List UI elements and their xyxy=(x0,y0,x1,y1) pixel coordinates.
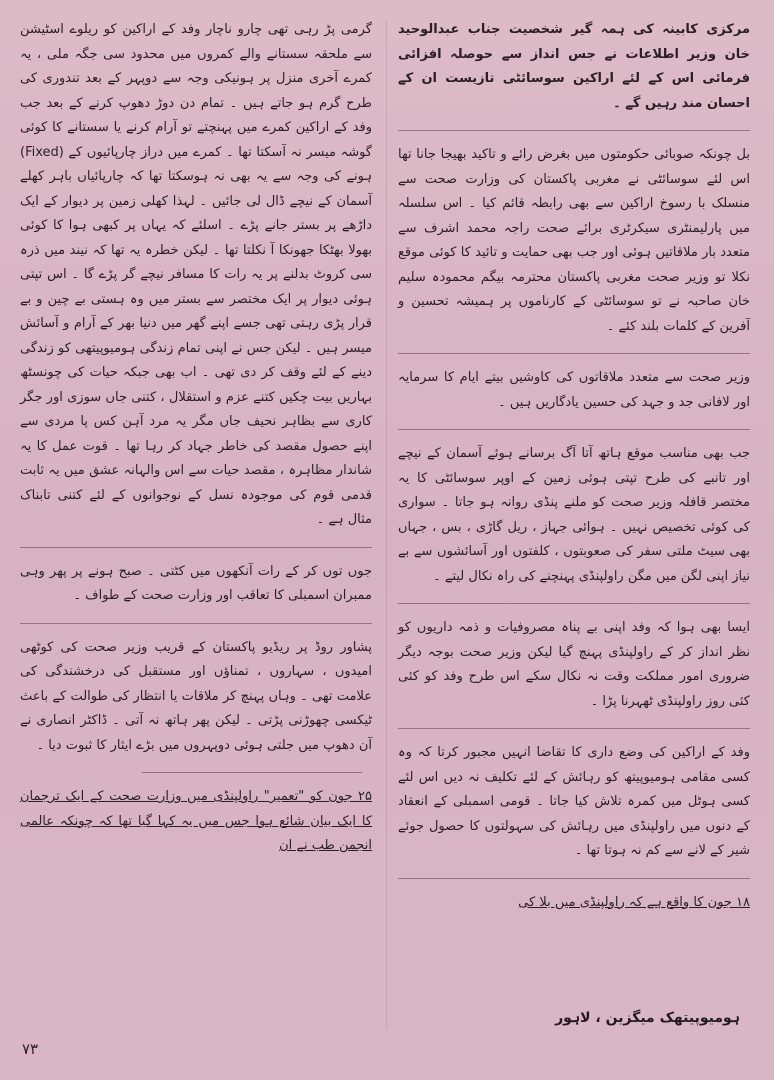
magazine-source: ہومیوپیتھک میگزین ، لاہور xyxy=(555,1010,740,1026)
right-column xyxy=(398,18,750,929)
column-divider xyxy=(386,20,387,1030)
paragraph-peshawar-road: پشاور روڈ پر ریڈیو پاکستان کے قریب وزیر صحت کی کوٹھی امیدوں ، سہاروں ، تمناؤں اور مستقبل کی درخشندگی کی علامت تھی ۔ وہاں پہنچ کر ملاقات یا انتظار کی طوالت کے باعث ٹیکسی چھوڑنی پڑتی ۔ لیکن پھر ہاتھ نہ آتی ۔ ڈاکٹر انصاری نے آن دھوپ میں جلتی ہوئی دوپہروں میں بڑے ایثار کا ثبوت دیا ۔ xyxy=(20,639,372,753)
paragraph-divider xyxy=(398,353,750,354)
paragraph-divider xyxy=(398,429,750,430)
paragraph-night-passes: جوں توں کر کے رات آنکھوں میں کٹتی ۔ صبح ہونے پر پھر وہی ممبران اسمبلی کا تعاقب اور وزارت صحت کے طواف ۔ xyxy=(20,563,372,603)
paragraph-divider xyxy=(20,623,372,624)
paragraph-divider xyxy=(142,772,362,773)
paragraph-divider xyxy=(398,728,750,729)
paragraph-divider xyxy=(398,130,750,131)
paragraph-divider xyxy=(398,878,750,879)
paragraph-meetings-memories: وزیر صحت سے متعدد ملاقاتوں کی کاوشیں بیتے ایام کا سرمایہ اور لافانی جد و جہد کی حسین یادگاریں ہیں ۔ xyxy=(398,370,750,410)
paragraph-travels: جب بھی مناسب موقع ہاتھ آتا آگ برسانے ہوئے آسمان کے نیچے اور تانبے کی طرح تپتی ہوئی زمین کے اوپر سوسائٹی کا یہ مختصر قافلہ وزیر صحت کو ملنے پنڈی روانہ ہو جاتا ۔ سواری کی کوئی تخصیص نہیں ۔ ہوائی جہاز ، ریل گاڑی ، بس ، جہاں بھی سیٹ ملتی سفر کی صعوبتوں ، کلفتوں اور آسائشوں سے بے نیاز اپنی لگن میں مگن راولپنڈی پہنچنے کی راہ نکال لیتے ۔ xyxy=(398,446,750,584)
paragraph-hotel-search: وفد کے اراکین کی وضع داری کا تقاضا انہیں مجبور کرتا کہ وہ کسی مقامی ہومیوپیتھ کو رہائش کے لئے تکلیف نہ دیں اس لئے کسی ہوٹل میں کمرہ تلاش کیا جاتا ۔ قومی اسمبلی کے انعقاد کے دنوں میں راولپنڈی میں رہائش کی سہولتوں کا حصول جوئے شیر کے لانے سے کم نہ ہوتا تھا ۔ xyxy=(398,745,750,858)
left-column xyxy=(20,18,372,873)
paragraph-divider xyxy=(398,603,750,604)
paragraph-minister-thanks: مرکزی کابینہ کی ہمہ گیر شخصیت جناب عبدالوحید خان وزیر اطلاعات نے جس انداز سے حوصلہ افزائی فرمائی اس کے لئے اراکین سوسائٹی تازیست ان کے احسان مند رہیں گے ۔ xyxy=(398,22,750,111)
paragraph-heat-rooms: گرمی پڑ رہی تھی چارو ناچار وفد کے اراکین کو ریلوے اسٹیشن سے ملحقہ سستانے والے کمروں میں محدود سی جگہ ملی ، یہ کمرے آخری منزل پر ہونیکی وجہ سے دوپہر کے بعد تندوری کی طرح گرم ہو جاتے ہیں ۔ تمام دن دوڑ دھوپ کرنے کے بعد جب وفد کے اراکین کمرے میں پہنچتے تو آرام کرنے یا سستانے کا کوئی گوشہ میسر نہ آسکتا تھا ۔ کمرے میں دراز چارپائیوں کے (Fixed) ہونے کی وجہ سے یہ بھی نہ ہوسکتا تھا کہ چارپائیاں باہر کھلے آسمان کے نیچے ڈال لی جائیں ۔ لہذا کھلی زمین پر دیوار کے ایک داڑھے پر بستر جانے پڑے ۔ اسلئے کہ یہاں پر کبھی ہوا کا کوئی بھولا بھٹکا جھونکا آ نکلتا تھا ۔ لیکن خطرہ یہ تھا کہ نیند میں ذرہ سی کروٹ بدلنے پر یہ رات کا مسافر نیچے گر پڑے گا ۔ اس تپتی ہوئی دیوار پر ایک مختصر سے بستر میں وہ ہستی بے چین و بے قرار پڑی رہتی تھی جسے اپنے گھر میں دنیا بھر کے آرام و آسائش میسر ہیں ۔ لیکن جس نے اپنی تمام زندگی ہومیوپیتھی کو زندگی دینے کے لئے وقف کر دی تھی ۔ اب بھی جبکہ حیات کی چونسٹھ بہاریں بیت چکیں کتنے عزم و استقلال ، کتنی جاں سوزی اور جگر کاری سے بظاہر نحیف جاں مگر یہ مرد آہن کس پا مردی سے اپنے حصول مقصد کی خاطر جہاد کر رہا تھا ۔ قوت عمل کا یہ شاندار مظاہرہ ، مقصد حیات سے اس والہانہ عشق میں یہ ثابت قدمی قوم کی موجودہ نسل کے نوجوانوں کے لئے کتنی تابناک مثال ہے ۔ xyxy=(20,22,372,527)
paragraph-divider xyxy=(20,547,372,548)
paragraph-provincial-contacts: بل چونکہ صوبائی حکومتوں میں بغرض رائے و تاکید بھیجا جانا تھا اس لئے سوسائٹی نے مغربی پاکستان کی وزارت صحت سے منسلک با رسوخ اراکین سے بھی رابطہ قائم کیا ۔ اس سلسلہ میں پارلیمنٹری سیکرٹری برائے صحت راجہ محمد اشرف سے متعدد بار ملاقاتیں ہوئی اور جب بھی حمایت و تائید کا کوئی موقع نکلا تو وزیر صحت مغربی پاکستان محترمہ بیگم محمودہ سلیم خان صاحبہ نے تو سوسائٹی کے کارناموں پر ہمیشہ تحسین و آفرین کے کلمات بلند کئے ۔ xyxy=(398,147,750,334)
page-number: ۷۳ xyxy=(22,1040,39,1058)
paragraph-june-18: ۱۸ جون کا واقع ہے کہ راولپنڈی میں بلا کی xyxy=(518,894,750,910)
paragraph-waiting-pindi: ایسا بھی ہوا کہ وفد اپنی بے پناہ مصروفیات و ذمہ داریوں کو نظر انداز کر کے راولپنڈی پہنچ گیا لیکن وزیر صحت بوجہ دیگر ضروری امور مملکت وقت نہ نکال سکے اس طرح وفد کو کئی کئی روز راولپنڈی ٹھہرنا پڑا ۔ xyxy=(398,620,750,709)
paragraph-june-25: ۲۵ جون کو "تعمیر" راولپنڈی میں وزارت صحت کے ایک ترجمان کا ایک بیان شائع ہوا جس میں یہ کہا گیا تھا کہ چونکہ عالمی انجمن طب نے ان xyxy=(20,789,372,853)
